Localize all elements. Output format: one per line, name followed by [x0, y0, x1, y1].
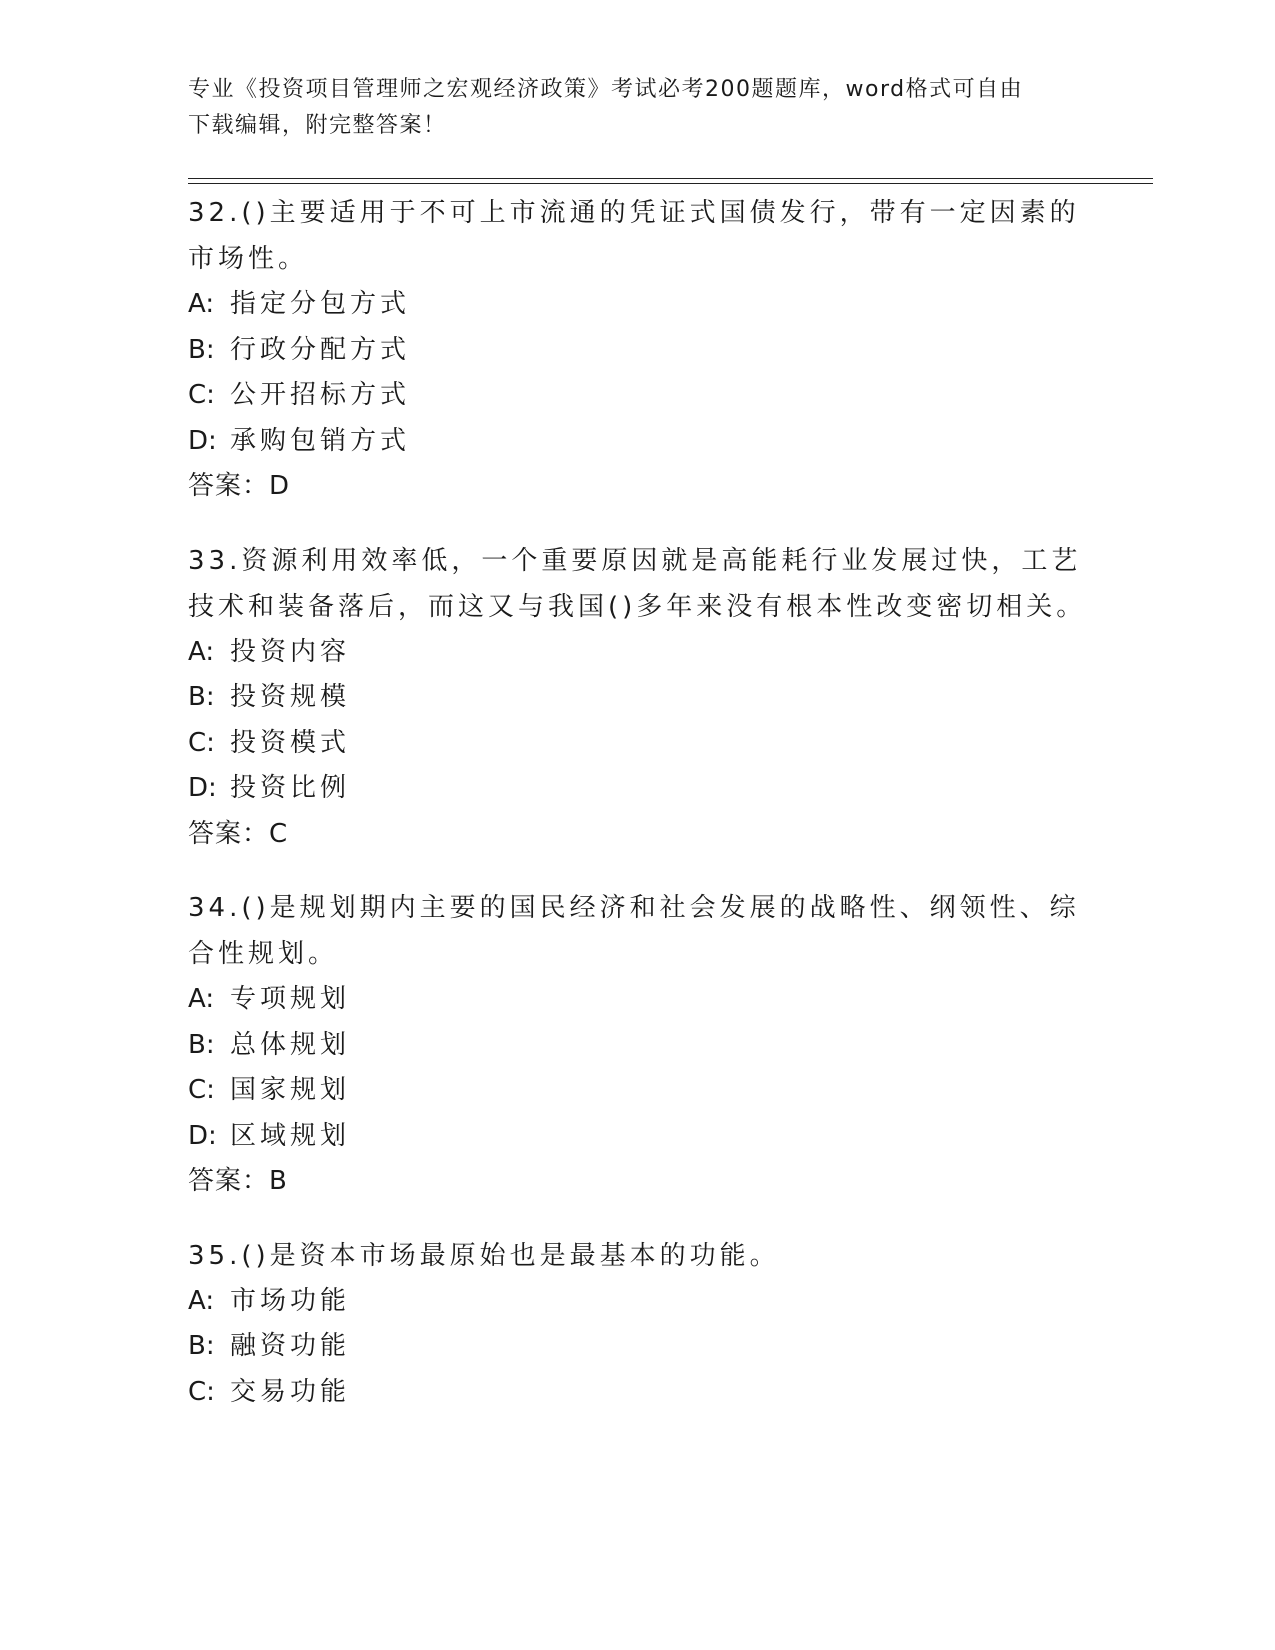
option-text: 交易功能 — [230, 1376, 351, 1407]
header-divider-bottom — [188, 183, 1153, 184]
answer-line: 答案：D — [188, 471, 291, 501]
option-text: 承购包销方式 — [230, 425, 411, 456]
question-stem: 34.()是规划期内主要的国民经济和社会发展的战略性、纲领性、综合性规划。 — [188, 893, 1080, 969]
option-letter: A: — [188, 1285, 215, 1316]
option-a — [188, 282, 1088, 328]
option-letter: C: — [188, 1075, 215, 1105]
option-letter: C: — [188, 1376, 215, 1407]
option-text: 市场功能 — [230, 1285, 351, 1316]
option-c — [188, 1370, 1088, 1416]
option-b — [188, 675, 1088, 721]
option-a — [188, 1279, 1088, 1325]
header-divider-top — [188, 178, 1153, 179]
option-letter: C: — [188, 380, 215, 410]
option-text: 投资模式 — [230, 727, 351, 758]
option-letter: D: — [188, 1120, 217, 1151]
header-line-1: 专业《投资项目管理师之宏观经济政策》考试必考200题题库，word格式可自由 — [188, 77, 1024, 102]
question-stem: 35.()是资本市场最原始也是最基本的功能。 — [188, 1240, 780, 1271]
option-text: 公开招标方式 — [230, 380, 411, 410]
option-d — [188, 766, 1088, 812]
option-letter: A: — [188, 289, 215, 319]
option-c — [188, 373, 1088, 419]
option-c — [188, 721, 1088, 767]
answer-line: 答案：C — [188, 818, 289, 849]
option-text: 专项规划 — [230, 984, 351, 1014]
question-34 — [188, 885, 1088, 1205]
option-text: 区域规划 — [230, 1120, 351, 1151]
question-list — [188, 190, 1088, 1443]
option-d — [188, 419, 1088, 465]
question-35 — [188, 1233, 1088, 1416]
option-a — [188, 630, 1088, 676]
option-a — [188, 977, 1088, 1023]
option-b — [188, 1324, 1088, 1370]
option-d — [188, 1114, 1088, 1160]
option-text: 投资规模 — [230, 682, 351, 712]
option-letter: A: — [188, 984, 215, 1014]
document-header — [188, 72, 1068, 144]
option-text: 融资功能 — [230, 1331, 351, 1361]
option-letter: B: — [188, 682, 215, 712]
option-text: 行政分配方式 — [230, 334, 411, 365]
option-text: 国家规划 — [230, 1075, 351, 1105]
option-letter: B: — [188, 1331, 215, 1361]
option-letter: C: — [188, 727, 215, 758]
answer-line: 答案：B — [188, 1166, 288, 1196]
header-line-2: 下载编辑，附完整答案！ — [188, 113, 447, 138]
question-33 — [188, 538, 1088, 858]
option-b — [188, 1023, 1088, 1069]
question-stem: 33.资源利用效率低，一个重要原因就是高能耗行业发展过快，工艺技术和装备落后，而这又与我国()多年来没有根本性改变密切相关。 — [188, 545, 1087, 622]
option-text: 总体规划 — [230, 1029, 351, 1060]
option-b — [188, 328, 1088, 374]
option-text: 指定分包方式 — [230, 289, 411, 319]
option-c — [188, 1068, 1088, 1114]
option-letter: B: — [188, 334, 215, 365]
option-letter: D: — [188, 773, 217, 803]
option-letter: A: — [188, 636, 215, 667]
option-letter: B: — [188, 1029, 215, 1060]
option-text: 投资比例 — [230, 773, 351, 803]
option-text: 投资内容 — [230, 636, 351, 667]
question-32 — [188, 190, 1088, 510]
option-letter: D: — [188, 425, 217, 456]
question-stem: 32.()主要适用于不可上市流通的凭证式国债发行，带有一定因素的市场性。 — [188, 198, 1080, 274]
